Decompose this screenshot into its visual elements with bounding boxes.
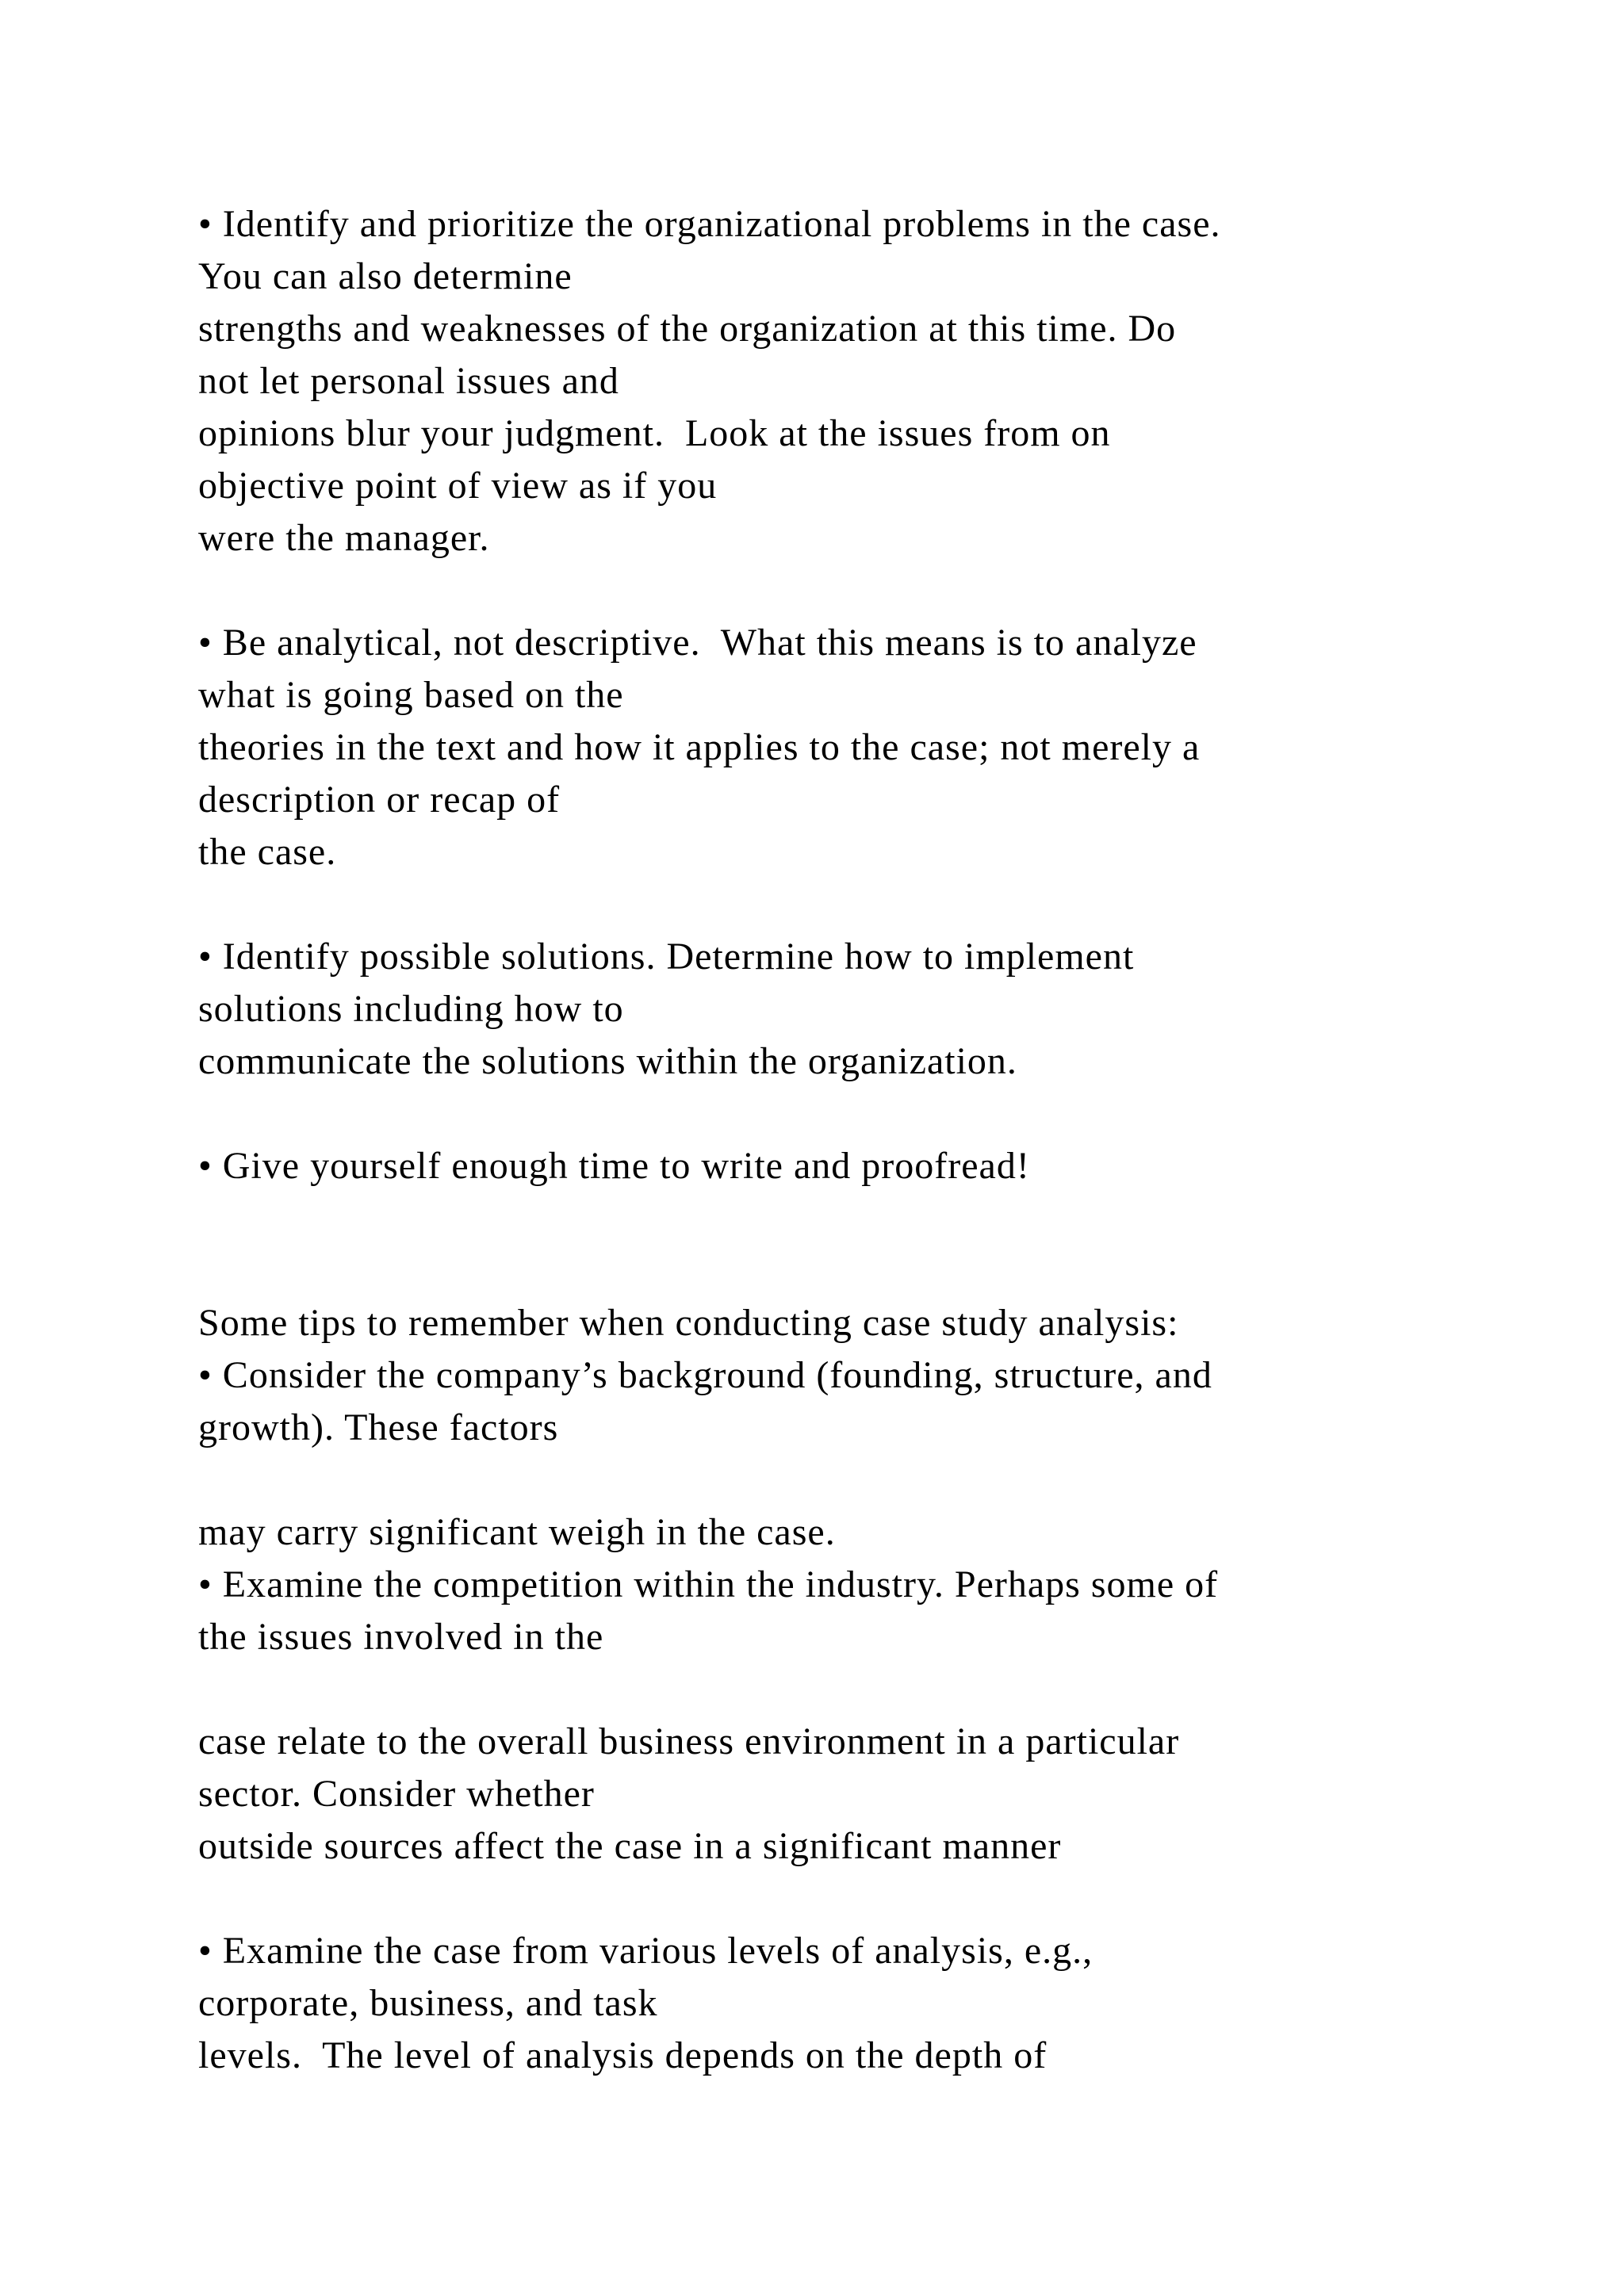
text-line: levels. The level of analysis depends on the depth of [198, 2034, 1048, 2076]
text-line: the case. [198, 831, 337, 873]
text-line: theories in the text and how it applies to the case; not merely a [198, 726, 1201, 768]
text-line: • Examine the case from various levels of analysis, e.g., [198, 1930, 1094, 1972]
text-line: You can also determine [198, 255, 573, 297]
text-line: • Consider the company’s background (founding, structure, and [198, 1354, 1212, 1396]
text-line: sector. Consider whether [198, 1773, 595, 1815]
document-body [198, 198, 1507, 2082]
text-line: strengths and weaknesses of the organization at this time. Do [198, 308, 1177, 350]
text-line: the issues involved in the [198, 1616, 604, 1658]
text-line: may carry significant weigh in the case. [198, 1511, 836, 1553]
blank-line [198, 1454, 1507, 1506]
text-line: • Give yourself enough time to write and proofread! [198, 1145, 1030, 1187]
text-line: • Be analytical, not descriptive. What this means is to analyze [198, 622, 1197, 664]
blank-line [198, 1088, 1507, 1140]
blank-line [198, 1873, 1507, 1925]
blank-line [198, 1192, 1507, 1245]
text-line: case relate to the overall business environment in a particular [198, 1720, 1180, 1762]
blank-line [198, 1245, 1507, 1297]
text-line: objective point of view as if you [198, 465, 718, 507]
text-line: what is going based on the [198, 674, 624, 716]
text-line: • Identify possible solutions. Determine how to implement [198, 936, 1135, 978]
blank-line [198, 564, 1507, 617]
text-line: • Examine the competition within the industry. Perhaps some of [198, 1563, 1219, 1605]
text-line: not let personal issues and [198, 360, 619, 402]
text-line: solutions including how to [198, 988, 624, 1030]
text-line: outside sources affect the case in a significant manner [198, 1825, 1062, 1867]
section-heading: Some tips to remember when conducting case study analysis: [198, 1302, 1179, 1344]
text-line: were the manager. [198, 517, 490, 559]
text-line: corporate, business, and task [198, 1982, 658, 2024]
blank-line [198, 1663, 1507, 1716]
blank-line [198, 878, 1507, 931]
text-line: growth). These factors [198, 1406, 559, 1448]
text-line: description or recap of [198, 779, 561, 821]
text-line: opinions blur your judgment. Look at the issues from on [198, 412, 1111, 454]
text-line: communicate the solutions within the organization. [198, 1040, 1017, 1082]
text-line: • Identify and prioritize the organizational problems in the case. [198, 203, 1221, 245]
